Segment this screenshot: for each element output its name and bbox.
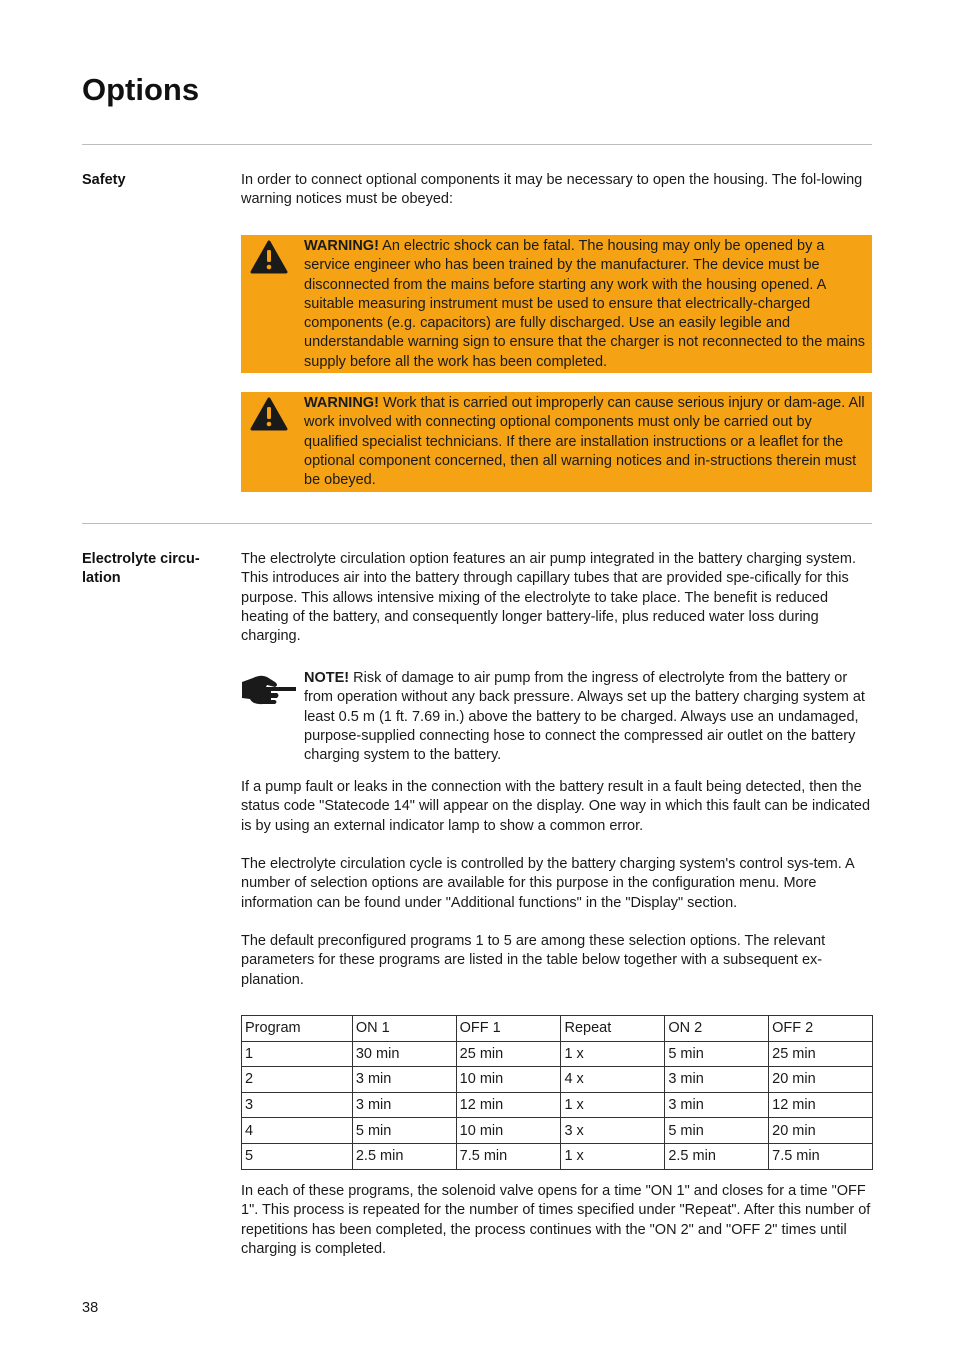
- page-title: Options: [82, 72, 200, 107]
- table-row: [242, 1067, 873, 1093]
- table-cell: 1 x: [561, 1143, 665, 1169]
- page-number: 38: [82, 1300, 99, 1316]
- warning-label: WARNING!: [304, 238, 379, 254]
- table-cell: 2.5 min: [665, 1143, 769, 1169]
- table-cell: 2.5 min: [352, 1143, 456, 1169]
- table-cell: 10 min: [456, 1118, 561, 1144]
- warning-body: Work that is carried out improperly can cause serious injury or dam-age. All work involved with connecting optional components must only be carried out by qualified specialist technicians. If there are installation instructions or a leaflet for the optional component concerned, then all warning notices and in-structions therein must be obeyed.: [304, 395, 865, 489]
- table-cell: 2: [242, 1067, 353, 1093]
- section-divider: [82, 144, 872, 145]
- electrolyte-heading: Electrolyte circu-lation: [82, 551, 200, 586]
- table-cell: 3 min: [352, 1092, 456, 1118]
- warning-triangle-icon: [250, 240, 288, 274]
- table-cell: 1 x: [561, 1092, 665, 1118]
- table-cell: 20 min: [769, 1067, 873, 1093]
- table-cell: 5 min: [665, 1118, 769, 1144]
- table-cell: 4 x: [561, 1067, 665, 1093]
- program-table: [241, 1015, 873, 1170]
- table-row: [242, 1041, 873, 1067]
- fault-paragraph: If a pump fault or leaks in the connection with the battery result in a fault being detected, then the status code "Statecode 14" will appear on the display. One way in which this fault can be indicated is by using an external indicator lamp to show a common error.: [241, 779, 871, 834]
- control-paragraph: The electrolyte circulation cycle is controlled by the battery charging system's control sys-tem. A number of selection options are available for this purpose in the configuration menu. More information can be found under "Additional functions" in the "Display" section.: [241, 856, 854, 911]
- table-header-cell: ON 2: [665, 1016, 769, 1042]
- table-row: [242, 1092, 873, 1118]
- table-cell: 10 min: [456, 1067, 561, 1093]
- table-header-cell: ON 1: [352, 1016, 456, 1042]
- electrolyte-intro: The electrolyte circulation option features an air pump integrated in the battery charging system. This introduces air into the battery through capillary tubes that are provided spe-cifically for this purpose. This allows intensive mixing of the electrolyte to take place. The benefit is reduced heating of the battery, and consequently longer battery-life, plus reduced water loss during charging.: [241, 551, 856, 645]
- table-cell: 25 min: [769, 1041, 873, 1067]
- table-cell: 7.5 min: [456, 1143, 561, 1169]
- safety-intro: In order to connect optional components it may be necessary to open the housing. The fol-lowing warning notices must be obeyed:: [241, 172, 863, 208]
- table-cell: 4: [242, 1118, 353, 1144]
- warning-text: [304, 237, 868, 372]
- programs-paragraph: The default preconfigured programs 1 to 5 are among these selection options. The relevant parameters for these programs are listed in the table below together with a subsequent ex-planation.: [241, 933, 826, 988]
- table-cell: 3 min: [665, 1092, 769, 1118]
- table-cell: 3 min: [665, 1067, 769, 1093]
- warning-label: WARNING!: [304, 395, 379, 411]
- section-divider: [82, 523, 872, 524]
- table-cell: 20 min: [769, 1118, 873, 1144]
- note-body: Risk of damage to air pump from the ingress of electrolyte from the battery or from operation without any back pressure. Always set up the battery charging system at least 0.5 m (1 ft. 7.69 in.) above the battery to be charged. Always use an undamaged, purpose-supplied connecting hose to connect the compressed air outlet on the battery charging system to the battery.: [304, 670, 865, 764]
- warning-box: [241, 392, 872, 492]
- table-header-cell: OFF 1: [456, 1016, 561, 1042]
- table-row: [242, 1118, 873, 1144]
- note-text: [304, 669, 872, 765]
- table-header-cell: OFF 2: [769, 1016, 873, 1042]
- explanation-paragraph: In each of these programs, the solenoid valve opens for a time "ON 1" and closes for a time "OFF 1". This process is repeated for the number of times specified under "Repeat". After this number of repetitions has been completed, the process continues with the "ON 2" and "OFF 2" times until charging is completed.: [241, 1183, 871, 1257]
- safety-heading: Safety: [82, 172, 126, 188]
- table-cell: 30 min: [352, 1041, 456, 1067]
- warning-box: [241, 235, 872, 373]
- warning-text: [304, 394, 868, 490]
- note-label: NOTE!: [304, 670, 350, 686]
- table-cell: 5: [242, 1143, 353, 1169]
- table-cell: 3 min: [352, 1067, 456, 1093]
- table-cell: 3: [242, 1092, 353, 1118]
- table-cell: 7.5 min: [769, 1143, 873, 1169]
- table-header-row: [242, 1016, 873, 1042]
- table-cell: 12 min: [769, 1092, 873, 1118]
- table-header-cell: Program: [242, 1016, 353, 1042]
- table-cell: 1: [242, 1041, 353, 1067]
- table-cell: 5 min: [665, 1041, 769, 1067]
- table-cell: 12 min: [456, 1092, 561, 1118]
- table-row: [242, 1143, 873, 1169]
- warning-body: An electric shock can be fatal. The housing may only be opened by a service engineer who has been trained by the manufacturer. The device must be disconnected from the mains before starting any work with the housing opened. A suitable measuring instrument must be used to ensure that electrically-charged components (e.g. capacitors) are fully discharged. Use an easily legible and understandable warning sign to ensure that the charger is not reconnected to the mains supply before all the work has been completed.: [304, 238, 866, 370]
- table-cell: 5 min: [352, 1118, 456, 1144]
- table-cell: 25 min: [456, 1041, 561, 1067]
- table-cell: 1 x: [561, 1041, 665, 1067]
- warning-triangle-icon: [250, 397, 288, 431]
- pointing-hand-icon: [241, 673, 297, 707]
- table-header-cell: Repeat: [561, 1016, 665, 1042]
- table-cell: 3 x: [561, 1118, 665, 1144]
